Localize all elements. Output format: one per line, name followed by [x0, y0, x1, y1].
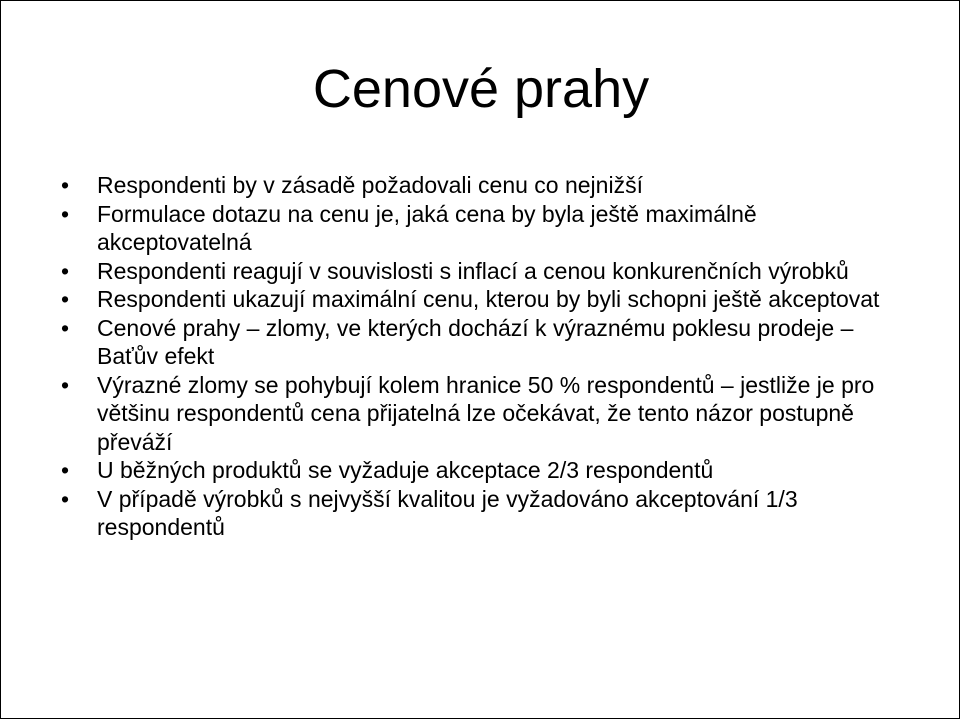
bullet-marker: • [61, 371, 70, 398]
bullet-text: Respondenti by v zásadě požadovali cenu co nejnižší [97, 172, 643, 198]
bullet-item [59, 257, 909, 286]
bullet-marker: • [61, 314, 70, 341]
bullet-text: Respondenti reagují v souvislosti s inflací a cenou konkurenčních výrobků [97, 257, 849, 284]
bullet-marker: • [61, 172, 70, 198]
bullet-text: U běžných produktů se vyžaduje akceptace 2/3 respondentů [97, 457, 714, 483]
bullet-marker: • [61, 286, 70, 312]
bullet-item [59, 171, 909, 200]
bullet-text: Výrazné zlomy se pohybují kolem hranice 50 % respondentů – jestliže je pro většinu respondentů cena přijatelná lze očekávat, že tento názor postupně převáží [97, 371, 875, 455]
bullet-text: Cenové prahy – zlomy, ve kterých dochází k výraznému poklesu prodeje – Baťův efekt [97, 314, 854, 369]
bullet-text: Formulace dotazu na cenu je, jaká cena by byla ještě maximálně akceptovatelná [97, 200, 757, 255]
bullet-item [59, 485, 909, 542]
bullet-marker: • [61, 485, 70, 512]
bullet-item [59, 285, 909, 314]
bullet-marker: • [61, 457, 70, 483]
slide-title: Cenové prahy [312, 59, 650, 119]
bullet-text: V případě výrobků s nejvyšší kvalitou je vyžadováno akceptování 1/3 respondentů [97, 485, 798, 540]
bullet-item [59, 200, 909, 257]
bullet-marker: • [61, 200, 70, 227]
bullet-list [59, 171, 909, 542]
bullet-marker: • [61, 257, 70, 284]
bullet-item [59, 371, 909, 457]
bullet-item [59, 314, 909, 371]
bullet-text: Respondenti ukazují maximální cenu, kterou by byli schopni ještě akceptovat [97, 286, 880, 312]
bullet-item [59, 456, 909, 485]
